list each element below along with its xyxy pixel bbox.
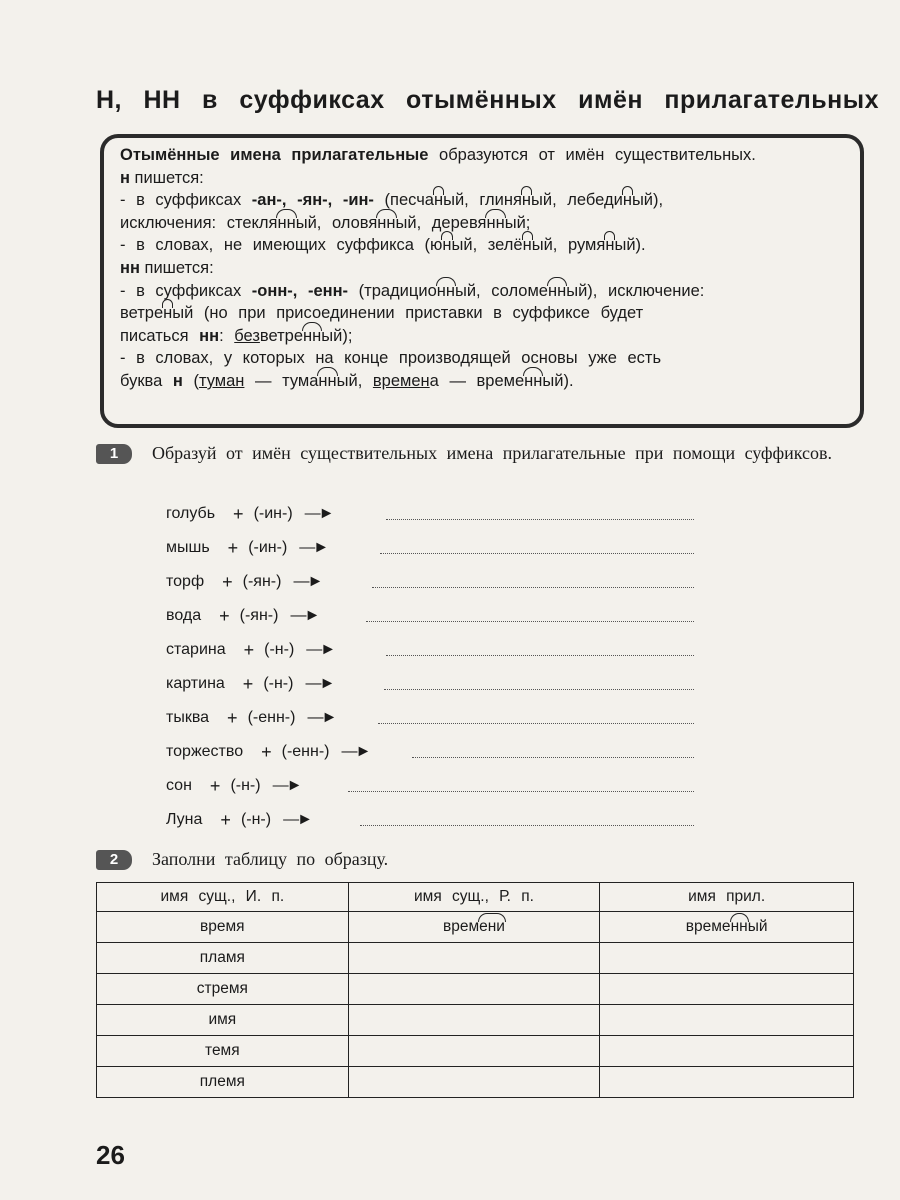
page-title: Н, НН в суффиксах отымённых имён прилагательных xyxy=(96,86,880,114)
task-2-badge: 2 xyxy=(96,850,132,870)
table-row xyxy=(97,1067,854,1098)
answer-line[interactable] xyxy=(412,740,694,764)
arrow-right-icon: —► xyxy=(293,573,322,590)
plus-sign: + xyxy=(243,639,255,660)
suffix: (-ин-) xyxy=(253,505,293,522)
rule-n-item1: - в суффиксах -ан-, -ян-, -ин- (песчаный, глиняный, лебединый), xyxy=(120,191,664,210)
cell-genitive-blank[interactable] xyxy=(348,943,600,974)
answer-line[interactable] xyxy=(348,774,694,798)
source-noun: вода xyxy=(166,607,202,624)
cell-noun: племя xyxy=(97,1067,349,1098)
exercise-row xyxy=(166,570,333,594)
arrow-right-icon: —► xyxy=(299,539,328,556)
cell-adjective-blank[interactable] xyxy=(600,1005,854,1036)
suffix: (-ян-) xyxy=(242,573,282,590)
suffix: (-н-) xyxy=(264,641,295,658)
plus-sign: + xyxy=(242,673,254,694)
arrow-right-icon: —► xyxy=(307,709,336,726)
suffix: (-ин-) xyxy=(248,539,288,556)
plus-sign: + xyxy=(233,503,244,524)
arrow-right-icon: —► xyxy=(304,505,333,522)
source-noun: Луна xyxy=(166,811,203,828)
plus-sign: + xyxy=(220,809,231,830)
table-row xyxy=(97,912,854,943)
cell-genitive-blank[interactable] xyxy=(348,1067,600,1098)
rule-intro: Отымённые имена прилагательные образуются от имён существительных. xyxy=(120,146,756,164)
header-adjective: имя прил. xyxy=(600,883,854,912)
header-nominative: имя сущ., И. п. xyxy=(97,883,349,912)
source-noun: старина xyxy=(166,641,226,658)
rule-nn-heading: нн пишется: xyxy=(120,258,214,277)
answer-line[interactable] xyxy=(380,536,694,560)
source-noun: торф xyxy=(166,573,205,590)
cell-adjective-blank[interactable] xyxy=(600,943,854,974)
arrow-right-icon: —► xyxy=(272,777,301,794)
rule-n-item2: - в словах, не имеющих суффикса (юный, зелёный, румяный). xyxy=(120,236,646,255)
table-row xyxy=(97,943,854,974)
plus-sign: + xyxy=(227,537,239,558)
source-noun: торжество xyxy=(166,743,244,760)
cell-adjective-sample: временный xyxy=(600,912,854,943)
rule-n-exceptions: исключения: стеклянный, оловянный, деревянный; xyxy=(120,213,531,232)
cell-adjective-blank[interactable] xyxy=(600,1067,854,1098)
source-noun: сон xyxy=(166,777,192,794)
source-noun: картина xyxy=(166,675,225,692)
task-2-instruction: Заполни таблицу по образцу. xyxy=(152,849,389,869)
rule-nn-exception: ветреный (но при присоединении приставки в суффиксе будет xyxy=(120,304,644,323)
rule-box xyxy=(100,134,864,428)
task-1-instruction: Образуй от имён существительных имена прилагательные при помощи суффиксов. xyxy=(152,443,833,463)
exercise-row xyxy=(166,808,323,832)
exercise-row xyxy=(166,638,346,662)
suffix: (-ян-) xyxy=(239,607,279,624)
answer-line[interactable] xyxy=(360,808,694,832)
cell-genitive-blank[interactable] xyxy=(348,1005,600,1036)
answer-line[interactable] xyxy=(386,638,694,662)
exercise-row xyxy=(166,672,345,696)
arrow-right-icon: —► xyxy=(306,641,335,658)
suffix: (-енн-) xyxy=(281,743,330,760)
cell-genitive-blank[interactable] xyxy=(348,974,600,1005)
cell-noun: стремя xyxy=(97,974,349,1005)
plus-sign: + xyxy=(261,741,272,762)
cell-noun: темя xyxy=(97,1036,349,1067)
source-noun: мышь xyxy=(166,539,210,556)
table-row xyxy=(97,974,854,1005)
fill-table xyxy=(96,882,854,1098)
arrow-right-icon: —► xyxy=(305,675,334,692)
answer-line[interactable] xyxy=(372,570,694,594)
table-row xyxy=(97,1036,854,1067)
cell-noun: имя xyxy=(97,1005,349,1036)
rule-nn-prefix-note: писаться нн: безветренный); xyxy=(120,326,353,345)
plus-sign: + xyxy=(209,775,221,796)
rule-nn-item2-examples: буква н (туман — туманный, времена — временный). xyxy=(120,371,574,390)
exercise-row xyxy=(166,774,312,798)
source-noun: голубь xyxy=(166,505,216,522)
page-number: 26 xyxy=(96,1140,125,1170)
exercise-row xyxy=(166,604,330,628)
rule-n-heading: н пишется: xyxy=(120,168,204,187)
rule-nn-item2: - в словах, у которых на конце производящей основы уже есть xyxy=(120,349,662,368)
suffix: (-н-) xyxy=(230,777,261,794)
exercise-row xyxy=(166,502,345,526)
rule-nn-item1: - в суффиксах -онн-, -енн- (традиционный, соломенный), исключение: xyxy=(120,281,705,300)
arrow-right-icon: —► xyxy=(290,607,319,624)
arrow-right-icon: —► xyxy=(341,743,370,760)
cell-adjective-blank[interactable] xyxy=(600,1036,854,1067)
suffix: (-н-) xyxy=(240,811,272,828)
exercise-row xyxy=(166,536,339,560)
cell-noun: пламя xyxy=(97,943,349,974)
cell-genitive-sample: времени xyxy=(348,912,600,943)
plus-sign: + xyxy=(222,571,233,592)
plus-sign: + xyxy=(219,605,230,626)
answer-line[interactable] xyxy=(366,604,694,628)
source-noun: тыква xyxy=(166,709,210,726)
suffix: (-н-) xyxy=(263,675,294,692)
header-genitive: имя сущ., Р. п. xyxy=(348,883,600,912)
arrow-right-icon: —► xyxy=(283,811,311,828)
cell-noun: время xyxy=(97,912,349,943)
cell-adjective-blank[interactable] xyxy=(600,974,854,1005)
table-row xyxy=(97,1005,854,1036)
answer-line[interactable] xyxy=(384,672,694,696)
answer-line[interactable] xyxy=(378,706,694,730)
exercise-row xyxy=(166,706,347,730)
cell-genitive-blank[interactable] xyxy=(348,1036,600,1067)
suffix: (-енн-) xyxy=(247,709,296,726)
plus-sign: + xyxy=(227,707,238,728)
task-1-badge: 1 xyxy=(96,444,132,464)
answer-line[interactable] xyxy=(386,502,694,526)
exercise-row xyxy=(166,740,381,764)
